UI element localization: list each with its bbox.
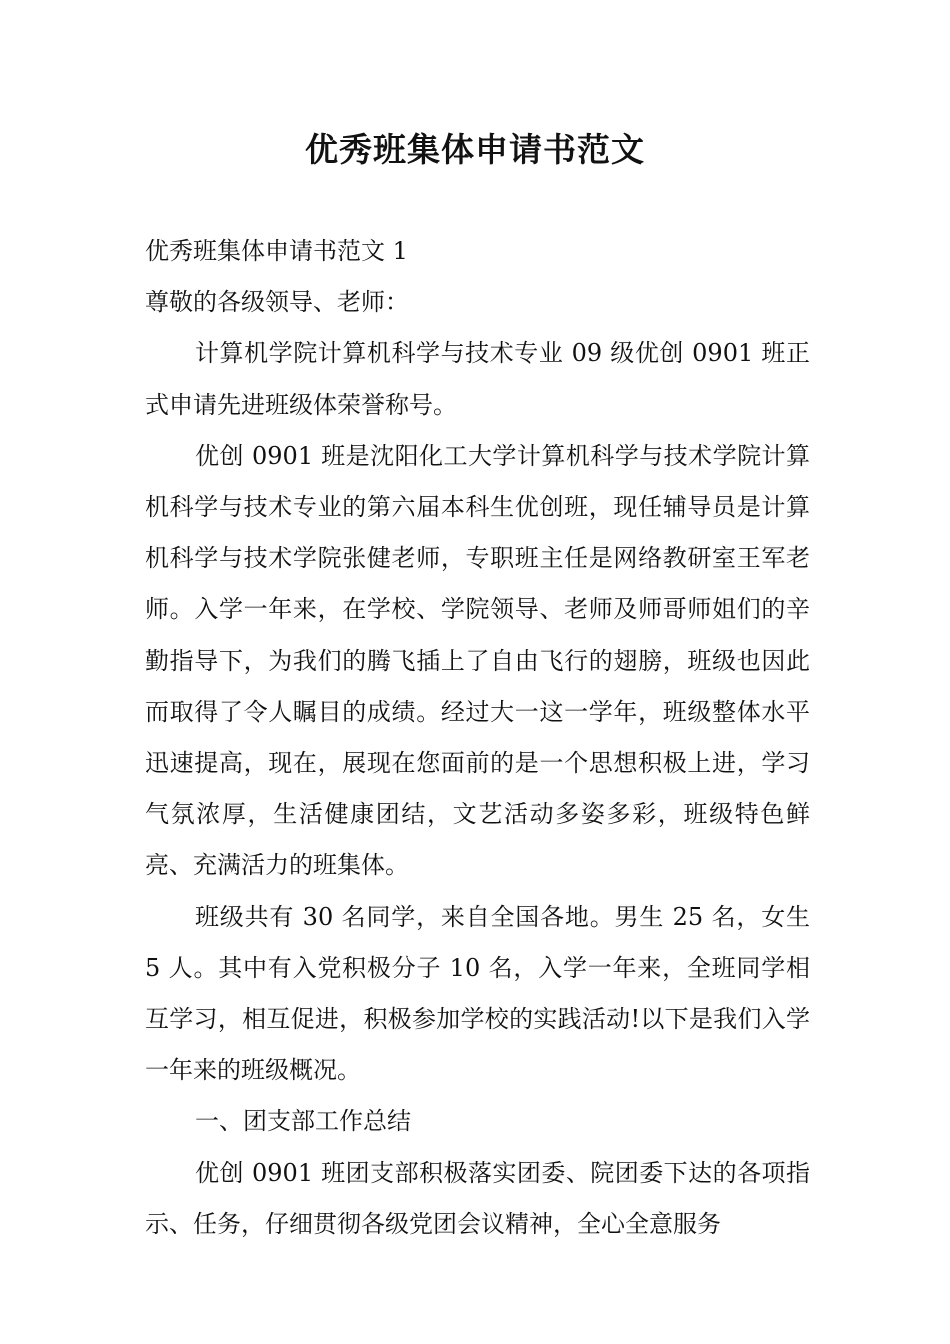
salutation: 尊敬的各级领导、老师： — [145, 288, 409, 317]
paragraph-application: 计算机学院计算机科学与技术专业 09 级优创 0901 班正式申请先进班级体荣誉称号。 — [145, 339, 810, 419]
paragraph-class-introduction: 优创 0901 班是沈阳化工大学计算机科学与技术学院计算机科学与技术专业的第六届本科生优创班，现任辅导员是计算机科学与技术学院张健老师，专职班主任是网络教研室王军老师。入学一年来，在学校、学院领导、老师及师哥师姐们的辛勤指导下，为我们的腾飞插上了自由飞行的翅膀，班级也因此而取得了令人瞩目的成绩。经过大一这一学年，班级整体水平迅速提高，现在，展现在您面前的是一个思想积极上进，学习气氛浓厚，生活健康团结，文艺活动多姿多彩，班级特色鲜亮、充满活力的班集体。 — [145, 441, 810, 880]
paragraph-class-overview: 班级共有 30 名同学，来自全国各地。男生 25 名，女生 5 人。其中有入党积极分子 10 名，入学一年来，全班同学相互学习，相互促进，积极参加学校的实践活动!以下是我们入学一年来的班级概况。 — [145, 902, 810, 1085]
section-heading: 优秀班集体申请书范文 1 — [145, 237, 408, 265]
paragraph-league-branch-summary: 优创 0901 班团支部积极落实团委、院团委下达的各项指示、任务，仔细贯彻各级党团会议精神，全心全意服务 — [145, 1158, 810, 1238]
section-heading-league-branch: 一、团支部工作总结 — [195, 1107, 411, 1136]
document-title: 优秀班集体申请书范文 — [305, 130, 645, 169]
document-body — [145, 226, 810, 1250]
